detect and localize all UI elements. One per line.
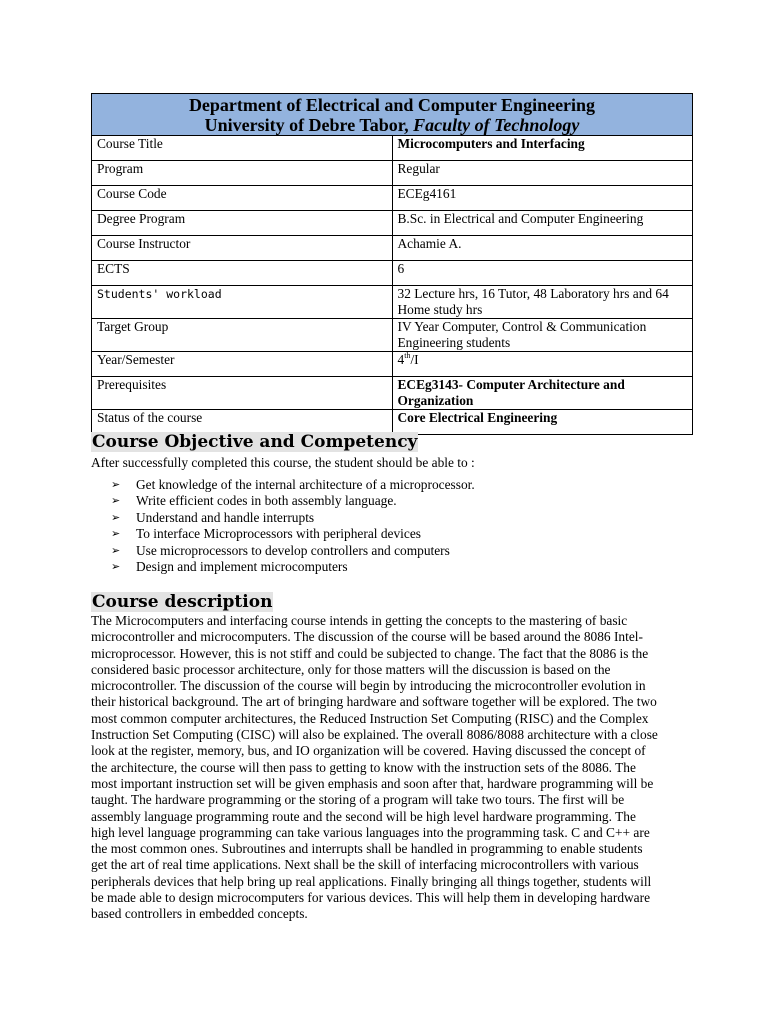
department-title: Department of Electrical and Computer Engineering — [188, 95, 596, 115]
table-row — [92, 161, 693, 186]
description-line: Instruction Set Computing (CISC) will also be explained. The overall 8086/8088 architecture with a close — [91, 727, 658, 743]
description-line: The Microcomputers and interfacing course intends in getting the concepts to the mastering of basic — [91, 613, 628, 628]
description-line: taught. The hardware programming or the storing of a program will take two tours. The first will be — [91, 792, 625, 808]
row-value-ects: 6 — [392, 261, 693, 286]
description-line: based controllers in embedded concepts. — [91, 906, 308, 922]
description-line: most common computer architectures, the Reduced Instruction Set Computing (RISC) and the Complex — [91, 710, 649, 726]
objective-text: Use microprocessors to develop controllers and computers — [136, 542, 450, 558]
description-line: look at the register, memory, bus, and IO organization will be covered. Having discussed the concept of — [91, 743, 646, 759]
year-ordinal-suffix: th — [404, 351, 411, 360]
arrow-bullet-icon: ➢ — [111, 528, 121, 541]
description-line: microcontroller. The discussion of the course will begin by introducing the microcontroller evolution in — [91, 678, 646, 694]
row-label-prerequisites: Prerequisites — [92, 377, 393, 410]
objectives-heading: Course Objective and Competency — [92, 432, 418, 452]
table-row — [92, 352, 693, 377]
objective-text: Design and implement microcomputers — [136, 559, 348, 575]
faculty-name: Faculty of Technology — [413, 115, 580, 135]
row-value-target-group: IV Year Computer, Control & Communication Engineering students — [392, 319, 693, 352]
row-label-ects: ECTS — [92, 261, 393, 286]
description-line: considered basic processor architecture, only for those matters will the discussion is based on the — [91, 661, 611, 677]
objective-text: To interface Microprocessors with peripheral devices — [136, 526, 421, 542]
row-value-year-semester — [392, 352, 693, 377]
table-row — [92, 261, 693, 286]
table-row — [92, 186, 693, 211]
row-value-degree-program: B.Sc. in Electrical and Computer Engineering — [392, 211, 693, 236]
year-number: 4 — [397, 352, 405, 367]
table-row — [92, 377, 693, 410]
table-row — [92, 410, 693, 435]
objective-text: Understand and handle interrupts — [136, 509, 315, 525]
arrow-bullet-icon: ➢ — [111, 495, 121, 508]
arrow-bullet-icon: ➢ — [111, 544, 121, 557]
arrow-bullet-icon: ➢ — [111, 479, 121, 491]
row-value-students-workload: 32 Lecture hrs, 16 Tutor, 48 Laboratory hrs and 64 Home study hrs — [392, 286, 693, 319]
row-value-course-instructor: Achamie A. — [392, 236, 693, 261]
row-value-course-code: ECEg4161 — [392, 186, 693, 211]
table-header-row — [92, 94, 693, 136]
objectives-list — [111, 477, 475, 575]
university-name: University of Debre Tabor, — [204, 115, 414, 135]
row-label-course-title: Course Title — [92, 136, 393, 161]
table-row — [92, 236, 693, 261]
university-title — [92, 115, 692, 135]
description-line: get the art of real time applications. Next shall be the skill of interfacing microcontrollers with various — [91, 857, 639, 873]
row-label-course-instructor: Course Instructor — [92, 236, 393, 261]
row-value-program: Regular — [392, 161, 693, 186]
row-label-target-group: Target Group — [92, 319, 393, 352]
objective-text: Get knowledge of the internal architecture of a microprocessor. — [136, 477, 475, 492]
description-line: peripherals devices that help bring up real applications. Finally bringing all things together, students will — [91, 873, 652, 889]
description-paragraph — [91, 613, 676, 923]
row-label-program: Program — [92, 161, 393, 186]
arrow-bullet-icon: ➢ — [111, 561, 121, 574]
objectives-intro: After successfully completed this course, the student should be able to : — [91, 455, 475, 470]
list-item — [111, 510, 475, 526]
table-header — [92, 94, 693, 136]
table-row — [92, 286, 693, 319]
description-line: the most common ones. Subroutines and interrupts shall be handled in programming to enable students — [91, 841, 643, 857]
list-item — [111, 559, 475, 575]
table-row — [92, 211, 693, 236]
semester-text: /I — [410, 352, 419, 367]
course-info-table — [91, 93, 693, 435]
row-label-course-code: Course Code — [92, 186, 393, 211]
description-line: their historical background. The art of bringing hardware and software together will be explored. The two — [91, 694, 657, 710]
description-line: assembly language programming route and the second will be high level hardware programming. The — [91, 808, 636, 824]
row-label-course-status: Status of the course — [92, 410, 393, 435]
list-item — [111, 543, 475, 559]
row-label-year-semester: Year/Semester — [92, 352, 393, 377]
description-line: the architecture, the course will then pass to getting to know with the instruction sets of the 8086. The — [91, 759, 636, 775]
description-line: microcontroller and microcomputers. The discussion of the course will be based around the 8086 Intel- — [91, 629, 643, 645]
description-line: microprocessor. However, this is not stiff and could be subjected to change. The fact that the 8086 is the — [91, 645, 649, 661]
description-line: high level language programming can take various languages into the programming task. C and C++ are — [91, 824, 650, 840]
table-row — [92, 136, 693, 161]
row-value-course-title: Microcomputers and Interfacing — [392, 136, 693, 161]
description-line: most important instruction set will be given emphasis and soon after that, hardware programming will be — [91, 775, 654, 791]
row-label-students-workload: Students' workload — [92, 286, 393, 319]
objective-text: Write efficient codes in both assembly language. — [136, 493, 397, 509]
row-value-prerequisites: ECEg3143- Computer Architecture and Organization — [392, 377, 693, 410]
table-row — [92, 319, 693, 352]
arrow-bullet-icon: ➢ — [111, 511, 121, 524]
list-item — [111, 493, 475, 509]
list-item — [111, 477, 475, 493]
row-label-degree-program: Degree Program — [92, 211, 393, 236]
row-value-course-status: Core Electrical Engineering — [392, 410, 693, 435]
description-heading: Course description — [92, 592, 273, 612]
description-line: be made able to design microcomputers for various devices. This will help them in developing hardware — [91, 890, 651, 906]
list-item — [111, 526, 475, 542]
